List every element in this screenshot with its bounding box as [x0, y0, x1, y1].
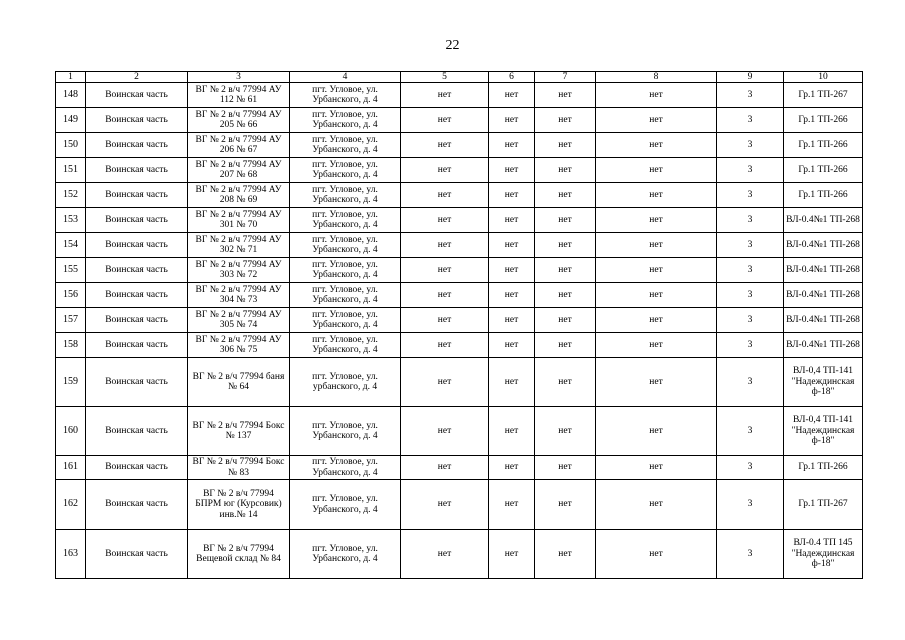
address: пгт. Угловое, ул. Урбанского, д. 4: [290, 530, 401, 579]
cell-col5: нет: [401, 108, 489, 133]
address: пгт. Угловое, ул. Урбанского, д. 4: [290, 83, 401, 108]
cell-col7: нет: [535, 456, 596, 480]
cell-col7: нет: [535, 407, 596, 456]
object-name: ВГ № 2 в/ч 77994 АУ 302 № 71: [188, 233, 290, 258]
cell-col5: нет: [401, 333, 489, 358]
cell-col5: нет: [401, 258, 489, 283]
cell-col6: нет: [489, 283, 535, 308]
owner-type: Воинская часть: [86, 407, 188, 456]
cell-col7: нет: [535, 83, 596, 108]
cell-col5: нет: [401, 480, 489, 530]
cell-col5: нет: [401, 407, 489, 456]
cell-col6: нет: [489, 233, 535, 258]
cell-col5: нет: [401, 83, 489, 108]
owner-type: Воинская часть: [86, 480, 188, 530]
cell-col7: нет: [535, 358, 596, 407]
power-source: ВЛ-0.4№1 ТП-268: [784, 208, 863, 233]
power-source: Гр.1 ТП-266: [784, 183, 863, 208]
object-name: ВГ № 2 в/ч 77994 Вещевой склад № 84: [188, 530, 290, 579]
table-row: [56, 530, 863, 579]
cell-col9: 3: [717, 456, 784, 480]
address: пгт. Угловое, ул. Урбанского, д. 4: [290, 308, 401, 333]
address: пгт. Угловое, ул. Урбанского, д. 4: [290, 480, 401, 530]
cell-col5: нет: [401, 530, 489, 579]
row-number: 155: [56, 258, 86, 283]
row-number: 162: [56, 480, 86, 530]
column-header: 4: [290, 72, 401, 83]
cell-col5: нет: [401, 158, 489, 183]
row-number: 148: [56, 83, 86, 108]
row-number: 160: [56, 407, 86, 456]
table-row: [56, 208, 863, 233]
cell-col6: нет: [489, 208, 535, 233]
row-number: 156: [56, 283, 86, 308]
object-name: ВГ № 2 в/ч 77994 АУ 303 № 72: [188, 258, 290, 283]
cell-col7: нет: [535, 133, 596, 158]
cell-col8: нет: [596, 333, 717, 358]
cell-col9: 3: [717, 183, 784, 208]
row-number: 163: [56, 530, 86, 579]
owner-type: Воинская часть: [86, 108, 188, 133]
row-number: 157: [56, 308, 86, 333]
row-number: 158: [56, 333, 86, 358]
cell-col9: 3: [717, 158, 784, 183]
cell-col8: нет: [596, 233, 717, 258]
address: пгт. Угловое, ул. Урбанского, д. 4: [290, 333, 401, 358]
column-number-row: [56, 72, 863, 83]
cell-col5: нет: [401, 133, 489, 158]
table-row: [56, 283, 863, 308]
cell-col9: 3: [717, 83, 784, 108]
object-name: ВГ № 2 в/ч 77994 АУ 304 № 73: [188, 283, 290, 308]
cell-col7: нет: [535, 258, 596, 283]
row-number: 151: [56, 158, 86, 183]
power-source: ВЛ-0.4№1 ТП-268: [784, 333, 863, 358]
cell-col8: нет: [596, 283, 717, 308]
address: пгт. Угловое, ул. Урбанского, д. 4: [290, 283, 401, 308]
cell-col9: 3: [717, 480, 784, 530]
address: пгт. Угловое, ул. Урбанского, д. 4: [290, 456, 401, 480]
table-row: [56, 407, 863, 456]
power-source: ВЛ-0.4№1 ТП-268: [784, 283, 863, 308]
cell-col6: нет: [489, 358, 535, 407]
column-header: 9: [717, 72, 784, 83]
cell-col7: нет: [535, 108, 596, 133]
column-header: 1: [56, 72, 86, 83]
table-row: [56, 358, 863, 407]
table-row: [56, 158, 863, 183]
page-number: 22: [445, 38, 460, 53]
cell-col6: нет: [489, 456, 535, 480]
cell-col9: 3: [717, 233, 784, 258]
power-source: Гр.1 ТП-266: [784, 108, 863, 133]
cell-col9: 3: [717, 407, 784, 456]
column-header: 10: [784, 72, 863, 83]
address: пгт. Угловое, ул. Урбанского, д. 4: [290, 158, 401, 183]
cell-col7: нет: [535, 208, 596, 233]
cell-col8: нет: [596, 530, 717, 579]
power-source: Гр.1 ТП-266: [784, 456, 863, 480]
object-name: ВГ № 2 в/ч 77994 АУ 305 № 74: [188, 308, 290, 333]
cell-col5: нет: [401, 358, 489, 407]
object-name: ВГ № 2 в/ч 77994 АУ 208 № 69: [188, 183, 290, 208]
cell-col7: нет: [535, 158, 596, 183]
cell-col6: нет: [489, 530, 535, 579]
column-header: 3: [188, 72, 290, 83]
cell-col7: нет: [535, 183, 596, 208]
address: пгт. Угловое, ул. Урбанского, д. 4: [290, 407, 401, 456]
table-row: [56, 233, 863, 258]
object-name: ВГ № 2 в/ч 77994 АУ 205 № 66: [188, 108, 290, 133]
table-row: [56, 333, 863, 358]
owner-type: Воинская часть: [86, 233, 188, 258]
cell-col6: нет: [489, 83, 535, 108]
owner-type: Воинская часть: [86, 83, 188, 108]
cell-col9: 3: [717, 358, 784, 407]
address: пгт. Угловое, ул. Урбанского, д. 4: [290, 183, 401, 208]
column-header: 6: [489, 72, 535, 83]
cell-col9: 3: [717, 133, 784, 158]
cell-col7: нет: [535, 480, 596, 530]
cell-col7: нет: [535, 233, 596, 258]
cell-col8: нет: [596, 456, 717, 480]
row-number: 149: [56, 108, 86, 133]
row-number: 152: [56, 183, 86, 208]
cell-col6: нет: [489, 158, 535, 183]
address: пгт. Угловое, ул. урбанского, д. 4: [290, 358, 401, 407]
owner-type: Воинская часть: [86, 258, 188, 283]
row-number: 161: [56, 456, 86, 480]
cell-col5: нет: [401, 208, 489, 233]
cell-col6: нет: [489, 183, 535, 208]
cell-col6: нет: [489, 333, 535, 358]
power-source: ВЛ-0.4№1 ТП-268: [784, 233, 863, 258]
cell-col9: 3: [717, 283, 784, 308]
owner-type: Воинская часть: [86, 183, 188, 208]
table-row: [56, 183, 863, 208]
cell-col8: нет: [596, 308, 717, 333]
object-name: ВГ № 2 в/ч 77994 АУ 207 № 68: [188, 158, 290, 183]
power-source: Гр.1 ТП-266: [784, 133, 863, 158]
owner-type: Воинская часть: [86, 530, 188, 579]
cell-col8: нет: [596, 158, 717, 183]
cell-col9: 3: [717, 258, 784, 283]
row-number: 150: [56, 133, 86, 158]
owner-type: Воинская часть: [86, 133, 188, 158]
address: пгт. Угловое, ул. Урбанского, д. 4: [290, 208, 401, 233]
cell-col7: нет: [535, 308, 596, 333]
power-source: Гр.1 ТП-266: [784, 158, 863, 183]
power-source: ВЛ-0,4 ТП-141 "Надеждинская ф-18": [784, 407, 863, 456]
object-name: ВГ № 2 в/ч 77994 АУ 112 № 61: [188, 83, 290, 108]
column-header: 5: [401, 72, 489, 83]
cell-col6: нет: [489, 133, 535, 158]
column-header: 2: [86, 72, 188, 83]
object-name: ВГ № 2 в/ч 77994 Бокс № 83: [188, 456, 290, 480]
table-row: [56, 480, 863, 530]
cell-col5: нет: [401, 233, 489, 258]
address: пгт. Угловое, ул. Урбанского, д. 4: [290, 233, 401, 258]
row-number: 154: [56, 233, 86, 258]
owner-type: Воинская часть: [86, 158, 188, 183]
table-row: [56, 108, 863, 133]
cell-col8: нет: [596, 208, 717, 233]
cell-col5: нет: [401, 283, 489, 308]
table-row: [56, 308, 863, 333]
cell-col6: нет: [489, 108, 535, 133]
address: пгт. Угловое, ул. Урбанского, д. 4: [290, 108, 401, 133]
cell-col8: нет: [596, 83, 717, 108]
cell-col8: нет: [596, 480, 717, 530]
column-header: 8: [596, 72, 717, 83]
owner-type: Воинская часть: [86, 208, 188, 233]
cell-col7: нет: [535, 333, 596, 358]
cell-col8: нет: [596, 358, 717, 407]
cell-col9: 3: [717, 208, 784, 233]
object-name: ВГ № 2 в/ч 77994 АУ 206 № 67: [188, 133, 290, 158]
cell-col8: нет: [596, 133, 717, 158]
data-table: [55, 71, 863, 579]
table-row: [56, 83, 863, 108]
owner-type: Воинская часть: [86, 308, 188, 333]
cell-col8: нет: [596, 258, 717, 283]
power-source: ВЛ-0.4 ТП 145 "Надеждинская ф-18": [784, 530, 863, 579]
power-source: Гр.1 ТП-267: [784, 83, 863, 108]
row-number: 153: [56, 208, 86, 233]
owner-type: Воинская часть: [86, 358, 188, 407]
cell-col5: нет: [401, 456, 489, 480]
cell-col9: 3: [717, 333, 784, 358]
power-source: ВЛ-0.4№1 ТП-268: [784, 258, 863, 283]
object-name: ВГ № 2 в/ч 77994 Бокс № 137: [188, 407, 290, 456]
cell-col5: нет: [401, 308, 489, 333]
power-source: Гр.1 ТП-267: [784, 480, 863, 530]
cell-col6: нет: [489, 308, 535, 333]
cell-col6: нет: [489, 480, 535, 530]
cell-col6: нет: [489, 407, 535, 456]
cell-col7: нет: [535, 283, 596, 308]
cell-col8: нет: [596, 183, 717, 208]
cell-col7: нет: [535, 530, 596, 579]
table-row: [56, 133, 863, 158]
table-row: [56, 258, 863, 283]
owner-type: Воинская часть: [86, 283, 188, 308]
object-name: ВГ № 2 в/ч 77994 баня № 64: [188, 358, 290, 407]
row-number: 159: [56, 358, 86, 407]
owner-type: Воинская часть: [86, 333, 188, 358]
power-source: ВЛ-0.4№1 ТП-268: [784, 308, 863, 333]
object-name: ВГ № 2 в/ч 77994 БПРМ юг (Курсовик) инв.№ 14: [188, 480, 290, 530]
owner-type: Воинская часть: [86, 456, 188, 480]
cell-col8: нет: [596, 407, 717, 456]
cell-col9: 3: [717, 308, 784, 333]
power-source: ВЛ-0,4 ТП-141 "Надеждинская ф-18": [784, 358, 863, 407]
cell-col5: нет: [401, 183, 489, 208]
table-row: [56, 456, 863, 480]
cell-col6: нет: [489, 258, 535, 283]
column-header: 7: [535, 72, 596, 83]
object-name: ВГ № 2 в/ч 77994 АУ 306 № 75: [188, 333, 290, 358]
cell-col8: нет: [596, 108, 717, 133]
cell-col9: 3: [717, 108, 784, 133]
address: пгт. Угловое, ул. Урбанского, д. 4: [290, 258, 401, 283]
object-name: ВГ № 2 в/ч 77994 АУ 301 № 70: [188, 208, 290, 233]
address: пгт. Угловое, ул. Урбанского, д. 4: [290, 133, 401, 158]
cell-col9: 3: [717, 530, 784, 579]
